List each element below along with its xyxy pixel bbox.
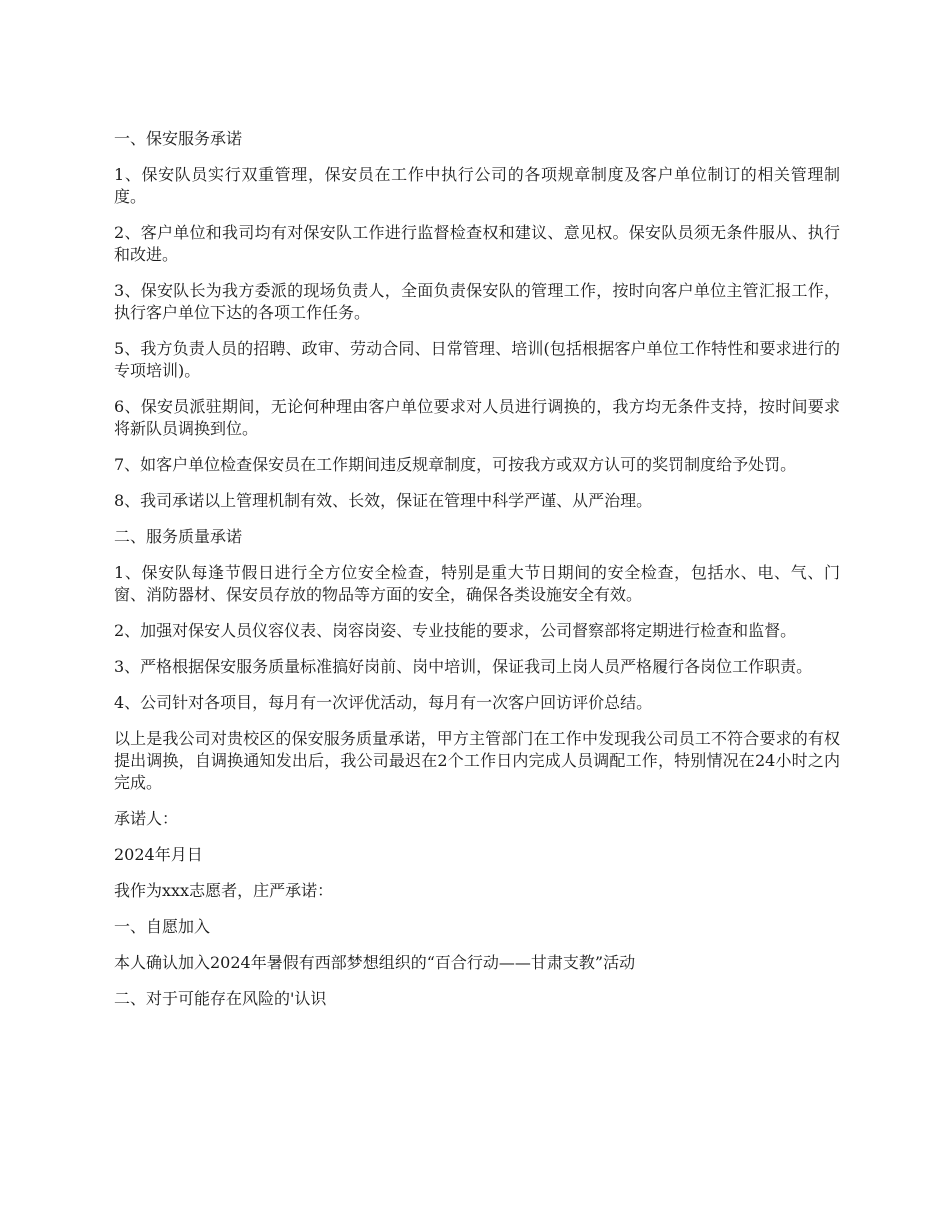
summary-paragraph: 以上是我公司对贵校区的保安服务质量承诺，甲方主管部门在工作中发现我公司员工不符合要求的有权提出调换，自调换通知发出后，我公司最迟在2个工作日内完成人员调配工作，特别情况在24小时之内完成。 <box>114 729 840 792</box>
quality-item-4: 4、公司针对各项目，每月有一次评优活动，每月有一次客户回访评价总结。 <box>114 693 653 712</box>
quality-item-3: 3、严格根据保安服务质量标准搞好岗前、岗中培训，保证我司上岗人员严格履行各岗位工作职责。 <box>114 657 813 676</box>
paragraph-item-5: 5、我方负责人员的招聘、政审、劳动合同、日常管理、培训(包括根据客户单位工作特性和要求进行的专项培训)。 <box>114 339 840 380</box>
section-heading-quality-commitment: 二、服务质量承诺 <box>114 527 243 546</box>
paragraph-item-7: 7、如客户单位检查保安员在工作期间违反规章制度，可按我方或双方认可的奖罚制度给予处罚。 <box>114 455 797 474</box>
paragraph-item-1: 1、保安队员实行双重管理，保安员在工作中执行公司的各项规章制度及客户单位制订的相关管理制度。 <box>114 165 840 206</box>
paragraph-item-3: 3、保安队长为我方委派的现场负责人，全面负责保安队的管理工作，按时向客户单位主管汇报工作，执行客户单位下达的各项工作任务。 <box>114 281 840 322</box>
section-heading-voluntary: 一、自愿加入 <box>114 917 211 936</box>
date-line: 2024年月日 <box>114 845 203 864</box>
quality-item-1: 1、保安队每逢节假日进行全方位安全检查，特别是重大节日期间的安全检查，包括水、电、气、门窗、消防器材、保安员存放的物品等方面的安全，确保各类设施安全有效。 <box>114 563 840 604</box>
volunteer-pledge-intro: 我作为xxx志愿者，庄严承诺： <box>114 881 334 900</box>
section-heading-risk: 二、对于可能存在风险的'认识 <box>114 989 327 1008</box>
voluntary-confirmation: 本人确认加入2024年暑假有西部梦想组织的“百合行动——甘肃支教”活动 <box>114 953 636 972</box>
document-body <box>114 128 840 1024</box>
signer-label: 承诺人： <box>114 809 179 828</box>
section-heading-security-commitment: 一、保安服务承诺 <box>114 129 243 148</box>
quality-item-2: 2、加强对保安人员仪容仪表、岗容岗姿、专业技能的要求，公司督察部将定期进行检查和监督。 <box>114 621 797 640</box>
paragraph-item-8: 8、我司承诺以上管理机制有效、长效，保证在管理中科学严谨、从严治理。 <box>114 491 653 510</box>
paragraph-item-2: 2、客户单位和我司均有对保安队工作进行监督检查权和建议、意见权。保安队员须无条件服从、执行和改进。 <box>114 223 840 264</box>
paragraph-item-6: 6、保安员派驻期间，无论何种理由客户单位要求对人员进行调换的，我方均无条件支持，按时间要求将新队员调换到位。 <box>114 397 840 438</box>
